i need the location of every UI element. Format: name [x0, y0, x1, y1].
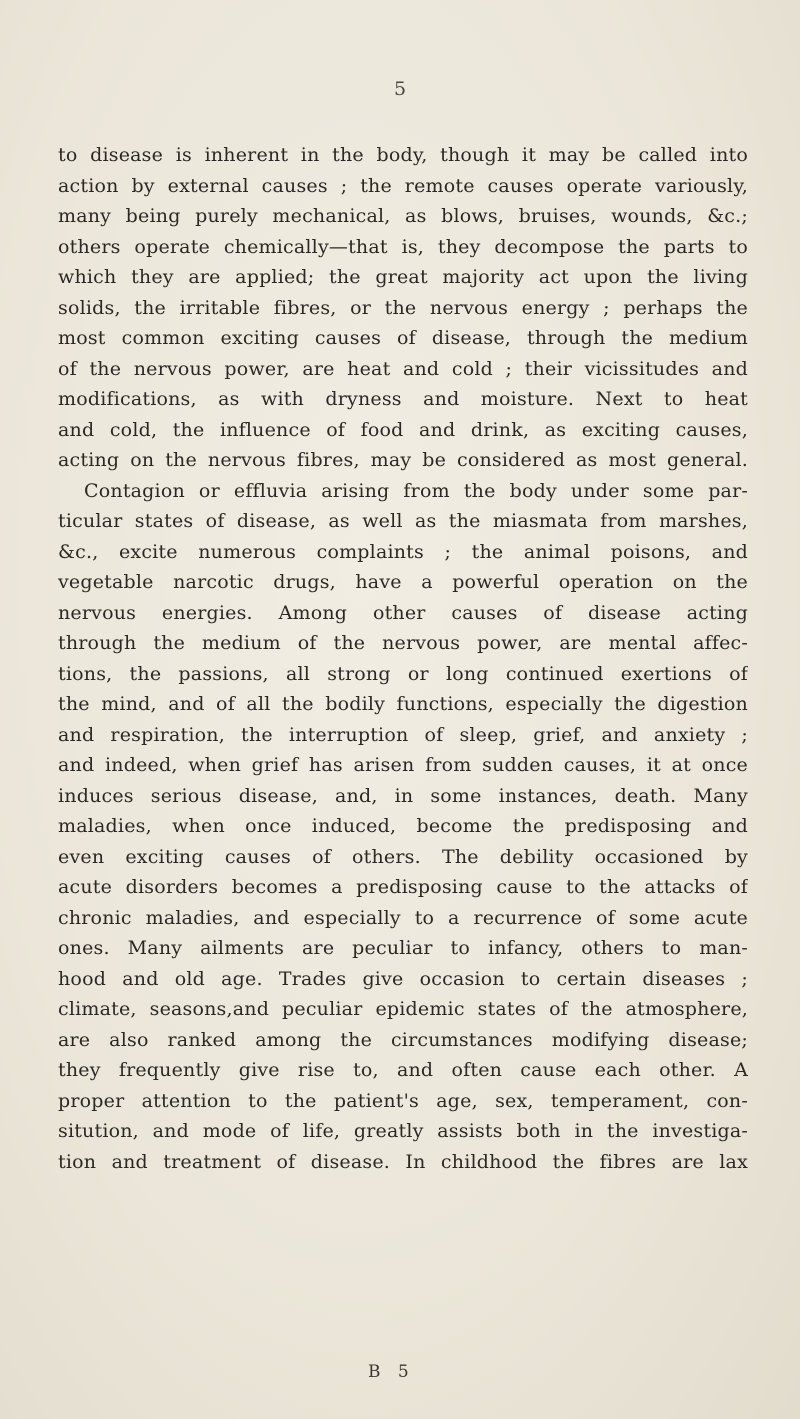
text-line: induces serious disease, and, in some instances, death. Many: [58, 784, 748, 807]
text-line: hood and old age. Trades give occasion to certain diseases ;: [58, 967, 748, 990]
signature-mark: B 5: [368, 1362, 415, 1382]
text-line: sitution, and mode of life, greatly assists both in the investiga-: [58, 1120, 748, 1142]
text-line: maladies, when once induced, become the predisposing and: [58, 815, 748, 837]
body-text: [58, 140, 748, 1177]
text-line: and indeed, when grief has arisen from sudden causes, it at once: [58, 754, 748, 776]
text-line: many being purely mechanical, as blows, bruises, wounds, &c.;: [58, 205, 748, 227]
text-line: solids, the irritable fibres, or the nervous energy ; perhaps the: [58, 296, 748, 319]
text-line: most common exciting causes of disease, through the medium: [58, 327, 748, 349]
text-line: climate, seasons,and peculiar epidemic states of the atmosphere,: [58, 998, 748, 1020]
text-line: are also ranked among the circumstances modifying disease;: [58, 1028, 748, 1051]
text-line: acting on the nervous fibres, may be considered as most general.: [58, 449, 748, 471]
text-line: modifications, as with dryness and moisture. Next to heat: [58, 388, 748, 410]
text-line: and cold, the influence of food and drink, as exciting causes,: [58, 418, 748, 441]
text-line: which they are applied; the great majority act upon the living: [58, 266, 748, 288]
text-line: Contagion or effluvia arising from the body under some par-: [84, 479, 748, 502]
text-line: tions, the passions, all strong or long continued exertions of: [58, 662, 748, 685]
text-line: they frequently give rise to, and often cause each other. A: [58, 1059, 748, 1081]
text-line: nervous energies. Among other causes of disease acting: [58, 601, 748, 624]
text-line: vegetable narcotic drugs, have a powerful operation on the: [58, 571, 748, 593]
text-line: acute disorders becomes a predisposing cause to the attacks of: [58, 876, 748, 898]
text-line: tion and treatment of disease. In childhood the fibres are lax: [58, 1150, 748, 1173]
text-line: action by external causes ; the remote causes operate variously,: [58, 174, 748, 197]
text-line: through the medium of the nervous power, are mental affec-: [58, 632, 748, 654]
text-line: even exciting causes of others. The debility occasioned by: [58, 845, 748, 868]
text-line: to disease is inherent in the body, though it may be called into: [58, 144, 748, 166]
text-line: chronic maladies, and especially to a recurrence of some acute: [58, 906, 748, 929]
text-line: others operate chemically—that is, they decompose the parts to: [58, 235, 748, 258]
text-line: the mind, and of all the bodily functions, especially the digestion: [58, 693, 748, 715]
page-number: 5: [393, 78, 407, 100]
text-line: and respiration, the interruption of sleep, grief, and anxiety ;: [58, 723, 748, 746]
text-line: ones. Many ailments are peculiar to infancy, others to man-: [58, 937, 748, 959]
text-line: of the nervous power, are heat and cold ; their vicissitudes and: [58, 357, 748, 380]
text-line: ticular states of disease, as well as the miasmata from marshes,: [58, 510, 748, 532]
text-line: proper attention to the patient's age, sex, temperament, con-: [58, 1089, 748, 1112]
text-line: &c., excite numerous complaints ; the animal poisons, and: [58, 540, 748, 563]
